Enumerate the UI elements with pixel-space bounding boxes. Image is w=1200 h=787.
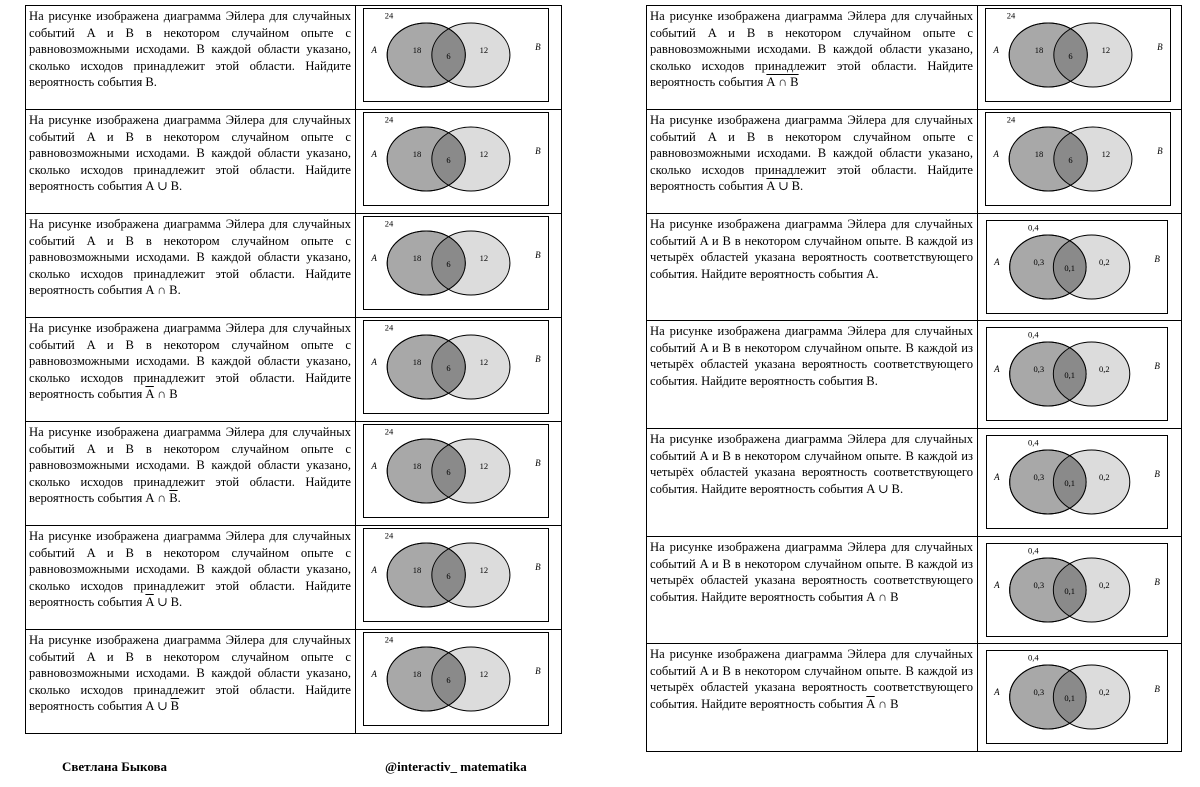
task-text [26, 630, 356, 733]
task-text [26, 6, 356, 109]
event-expression: $\overline{A}$ [145, 387, 154, 402]
b-only-value: 12 [479, 149, 489, 159]
intersection-value: 0,1 [1064, 586, 1076, 596]
outside-value: 24 [384, 634, 394, 645]
diagram-cell [978, 110, 1181, 213]
right-task-table [646, 5, 1182, 752]
event-expression: ∩ B [874, 696, 899, 711]
b-only-value: 0,2 [1098, 580, 1110, 590]
event-expression: A ∪ [145, 699, 171, 714]
task-text [26, 526, 356, 629]
label-a: A [994, 472, 1000, 482]
a-only-value: 18 [1034, 149, 1044, 159]
task-intro: На рисунке изображена диаграмма Эйлера для случайных событий A и B в некотором случайном опыте с равновозможными исходами. В каждой области указано, сколько исходов принадлежит этой области. Найдите вероятность события [29, 529, 351, 610]
intersection-value: 6 [446, 259, 451, 269]
label-a: A [371, 565, 377, 575]
event-expression: . [177, 491, 181, 506]
euler-diagram [363, 320, 549, 414]
a-only-value: 18 [412, 45, 422, 55]
outside-value: 0,4 [1028, 222, 1039, 233]
b-only-value: 12 [479, 669, 489, 679]
event-expression: B. [866, 373, 878, 388]
intersection-value: 0,1 [1064, 478, 1076, 488]
label-a: A [994, 687, 1000, 697]
euler-diagram [985, 112, 1171, 206]
b-only-value: 12 [479, 45, 489, 55]
euler-diagram [986, 543, 1168, 637]
label-a: A [993, 45, 999, 55]
author-name: Светлана Быкова [62, 759, 168, 774]
b-only-value: 0,2 [1098, 364, 1110, 374]
b-only-value: 12 [1101, 45, 1111, 55]
b-only-value: 12 [479, 565, 489, 575]
a-only-value: 0,3 [1033, 257, 1045, 267]
euler-diagram [985, 8, 1171, 102]
label-b: B [1157, 146, 1163, 156]
label-b: B [1154, 361, 1160, 371]
intersection-value: 6 [1068, 155, 1073, 165]
a-only-value: 0,3 [1033, 687, 1045, 697]
task-row [646, 213, 1182, 320]
label-b: B [1154, 577, 1160, 587]
euler-diagram [363, 216, 549, 310]
task-row [646, 5, 1182, 109]
outside-value: 24 [384, 10, 394, 21]
diagram-cell [978, 321, 1181, 428]
outside-value: 24 [384, 114, 394, 125]
label-a: A [994, 580, 1000, 590]
label-b: B [1154, 469, 1160, 479]
task-text [26, 318, 356, 421]
label-b: B [535, 146, 541, 156]
task-text [647, 6, 978, 109]
label-a: A [371, 45, 377, 55]
outside-value: 24 [384, 426, 394, 437]
task-intro: На рисунке изображена диаграмма Эйлера для случайных событий A и B в некотором случайном опыте с равновозможными исходами. В каждой области указано, сколько исходов принадлежит этой области. Найдите вероятность события [650, 113, 973, 194]
task-row [646, 643, 1182, 752]
euler-diagram [986, 220, 1168, 314]
event-expression: $\overline{B}$ [170, 699, 180, 714]
a-only-value: 0,3 [1033, 580, 1045, 590]
euler-diagram [363, 632, 549, 726]
label-b: B [535, 666, 541, 676]
task-intro: На рисунке изображена диаграмма Эйлера для случайных событий A и B в некотором случайном опыте с равновозможными исходами. В каждой области указано, сколько исходов принадлежит этой области. Найдите вероятность события [650, 9, 973, 90]
event-expression: ∪ B. [153, 595, 183, 610]
label-b: B [535, 250, 541, 260]
intersection-value: 6 [1068, 51, 1073, 61]
diagram-cell [978, 644, 1181, 751]
event-expression: $\overline{A}$ [866, 696, 875, 711]
task-row [25, 213, 562, 317]
event-expression: A ∩ [145, 491, 170, 506]
task-text [647, 644, 978, 751]
task-intro: На рисунке изображена диаграмма Эйлера для случайных событий A и B в некотором случайном опыте. В каждой из четырёх областей указана вероятность соответствующего события. Найдите вероятность события [650, 324, 973, 388]
task-text [647, 429, 978, 536]
diagram-cell [356, 6, 561, 109]
task-text [647, 110, 978, 213]
a-only-value: 18 [412, 253, 422, 263]
b-only-value: 12 [1101, 149, 1111, 159]
a-only-value: 18 [412, 565, 422, 575]
task-intro: На рисунке изображена диаграмма Эйлера для случайных событий A и B в некотором случайном опыте с равновозможными исходами. В каждой области указано, сколько исходов принадлежит этой области. Найдите вероятность события [29, 217, 351, 298]
task-row [646, 536, 1182, 643]
intersection-value: 0,1 [1064, 370, 1076, 380]
label-a: A [371, 253, 377, 263]
task-text [26, 422, 356, 525]
euler-diagram [363, 528, 549, 622]
task-row [25, 5, 562, 109]
intersection-value: 6 [446, 363, 451, 373]
task-intro: На рисунке изображена диаграмма Эйлера для случайных событий A и B в некотором случайном опыте с равновозможными исходами. В каждой области указано, сколько исходов принадлежит этой области. Найдите вероятность события [29, 321, 351, 402]
a-only-value: 18 [412, 461, 422, 471]
label-b: B [1154, 254, 1160, 264]
diagram-cell [356, 422, 561, 525]
b-only-value: 12 [479, 357, 489, 367]
diagram-cell [978, 214, 1181, 320]
euler-diagram [986, 650, 1168, 744]
euler-diagram [363, 424, 549, 518]
b-only-value: 0,2 [1098, 687, 1110, 697]
intersection-value: 0,1 [1064, 693, 1076, 703]
task-text [26, 110, 356, 213]
a-only-value: 0,3 [1033, 472, 1045, 482]
event-expression: . [153, 75, 157, 90]
task-text [647, 321, 978, 428]
euler-diagram [363, 112, 549, 206]
outside-value: 24 [384, 218, 394, 229]
label-b: B [1157, 42, 1163, 52]
label-a: A [994, 257, 1000, 267]
event-expression: A ∪ B. [866, 481, 904, 496]
task-intro: На рисунке изображена диаграмма Эйлера для случайных событий A и B в некотором случайном опыте. В каждой из четырёх областей указана вероятность соответствующего события. Найдите вероятность события [650, 432, 973, 496]
task-intro: На рисунке изображена диаграмма Эйлера для случайных событий A и B в некотором случайном опыте. В каждой из четырёх областей указана вероятность соответствующего события. Найдите вероятность события [650, 540, 973, 604]
outside-value: 0,4 [1028, 437, 1039, 448]
diagram-cell [978, 429, 1181, 536]
task-row [25, 629, 562, 734]
task-row [646, 320, 1182, 428]
event-expression: A. [866, 266, 879, 281]
task-row [25, 109, 562, 213]
intersection-value: 6 [446, 467, 451, 477]
b-only-value: 12 [479, 253, 489, 263]
left-task-table [25, 5, 562, 734]
label-b: B [1154, 684, 1160, 694]
a-only-value: 18 [412, 669, 422, 679]
label-a: A [371, 149, 377, 159]
label-a: A [371, 669, 377, 679]
euler-diagram [986, 435, 1168, 529]
a-only-value: 18 [412, 357, 422, 367]
label-a: A [994, 364, 1000, 374]
intersection-value: 0,1 [1064, 263, 1076, 273]
intersection-value: 6 [446, 51, 451, 61]
label-a: A [993, 149, 999, 159]
euler-diagram [363, 8, 549, 102]
outside-value: 0,4 [1028, 652, 1039, 663]
event-expression: $\overline{B}$ [169, 491, 178, 506]
diagram-cell [356, 110, 561, 213]
event-expression: A ∩ B [866, 589, 899, 604]
label-a: A [371, 461, 377, 471]
event-expression: $\overline{A}$ [145, 595, 154, 610]
b-only-value: 0,2 [1098, 472, 1110, 482]
task-row [646, 428, 1182, 536]
task-intro: На рисунке изображена диаграмма Эйлера для случайных событий A и B в некотором случайном опыте с равновозможными исходами. В каждой области указано, сколько исходов принадлежит этой области. Найдите вероятность события [29, 633, 351, 714]
diagram-cell [356, 630, 561, 733]
outside-value: 0,4 [1028, 329, 1039, 340]
outside-value: 24 [1006, 114, 1016, 125]
b-only-value: 0,2 [1098, 257, 1110, 267]
outside-value: 24 [384, 322, 394, 333]
event-expression: A ∩ B [766, 75, 799, 90]
event-expression: A ∪ B [766, 179, 801, 194]
diagram-cell [356, 526, 561, 629]
label-b: B [535, 354, 541, 364]
outside-value: 24 [1006, 10, 1016, 21]
author-handle: @interactiv_ matematika [385, 759, 527, 774]
task-intro: На рисунке изображена диаграмма Эйлера для случайных событий A и B в некотором случайном опыте с равновозможными исходами. В каждой области указано, сколько исходов принадлежит этой области. Найдите вероятность события [29, 9, 351, 90]
task-row [25, 317, 562, 421]
task-intro: На рисунке изображена диаграмма Эйлера для случайных событий A и B в некотором случайном опыте. В каждой из четырёх областей указана вероятность соответствующего события. Найдите вероятность события [650, 217, 973, 281]
task-text [647, 537, 978, 643]
event-expression: B [145, 75, 154, 90]
task-intro: На рисунке изображена диаграмма Эйлера для случайных событий A и B в некотором случайном опыте с равновозможными исходами. В каждой области указано, сколько исходов принадлежит этой области. Найдите вероятность события [29, 113, 351, 194]
task-row [646, 109, 1182, 213]
task-intro: На рисунке изображена диаграмма Эйлера для случайных событий A и B в некотором случайном опыте с равновозможными исходами. В каждой области указано, сколько исходов принадлежит этой области. Найдите вероятность события [29, 425, 351, 506]
outside-value: 0,4 [1028, 545, 1039, 556]
intersection-value: 6 [446, 155, 451, 165]
diagram-cell [356, 318, 561, 421]
event-expression: . [179, 179, 183, 194]
task-text [26, 214, 356, 317]
a-only-value: 0,3 [1033, 364, 1045, 374]
task-intro: На рисунке изображена диаграмма Эйлера для случайных событий A и B в некотором случайном опыте. В каждой из четырёх областей указана вероятность соответствующего события. Найдите вероятность события [650, 647, 973, 711]
a-only-value: 18 [412, 149, 422, 159]
label-b: B [535, 562, 541, 572]
euler-diagram [986, 327, 1168, 421]
diagram-cell [978, 6, 1181, 109]
intersection-value: 6 [446, 571, 451, 581]
event-expression: A ∩ B [145, 283, 178, 298]
task-text [647, 214, 978, 320]
label-b: B [535, 458, 541, 468]
task-row [25, 525, 562, 629]
diagram-cell [978, 537, 1181, 643]
task-row [25, 421, 562, 525]
diagram-cell [356, 214, 561, 317]
label-b: B [535, 42, 541, 52]
event-expression: ∩ B [153, 387, 178, 402]
intersection-value: 6 [446, 675, 451, 685]
outside-value: 24 [384, 530, 394, 541]
event-expression: . [800, 179, 804, 194]
label-a: A [371, 357, 377, 367]
a-only-value: 18 [1034, 45, 1044, 55]
event-expression: A ∪ B [145, 179, 180, 194]
event-expression: . [177, 283, 181, 298]
b-only-value: 12 [479, 461, 489, 471]
